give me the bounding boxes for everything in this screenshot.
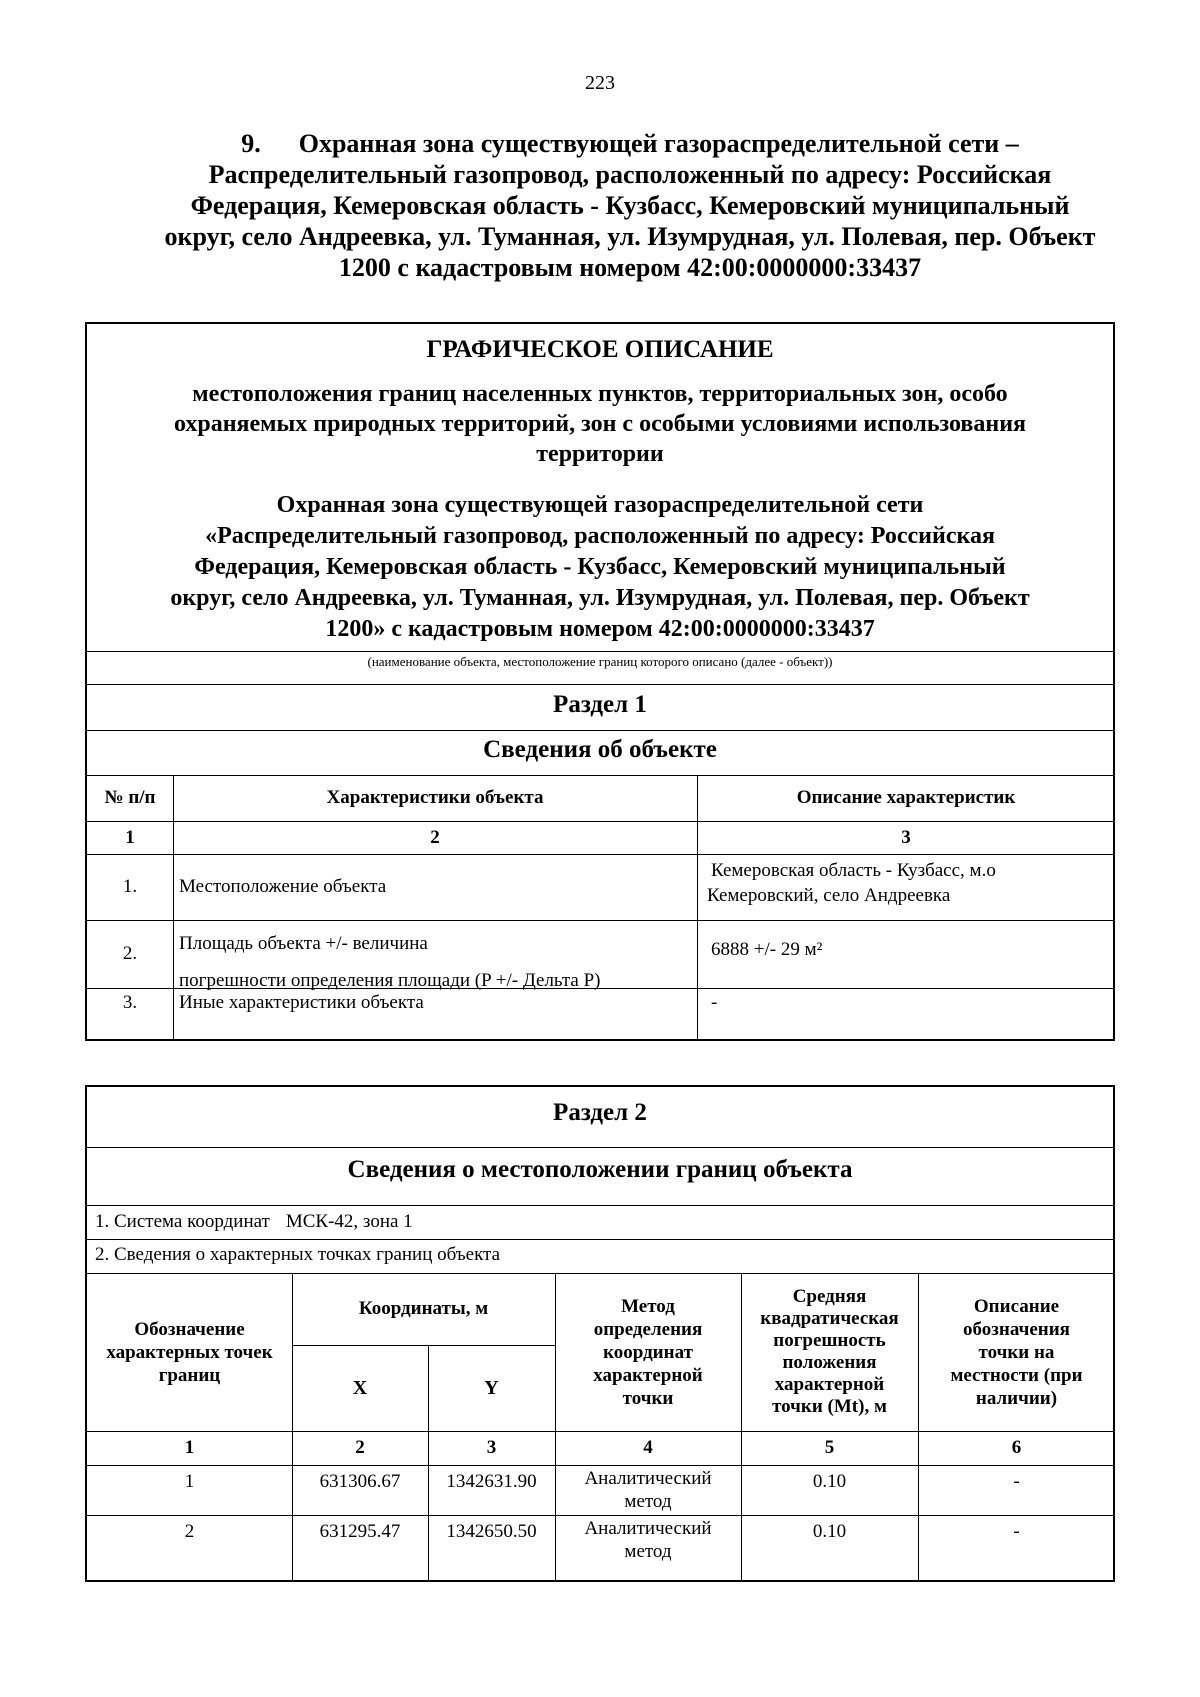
column-divider [428,1345,429,1582]
row-characteristic: Иные характеристики объекта [179,992,424,1013]
column-number: 2 [430,826,440,848]
coordinate-system-label: 1. Система координат [95,1211,270,1232]
divider [87,1239,1113,1240]
points-label: 2. Сведения о характерных точках границ объекта [95,1244,501,1265]
row-characteristic: Местоположение объекта [179,876,387,897]
heading-line-2: Распределительный газопровод, расположенный по адресу: Российская [208,160,1052,189]
header-x: X [352,1376,368,1399]
row-description-line: Кемеровский, село Андреевка [707,885,951,906]
column-divider [918,1273,919,1582]
coordinate-system-value: МСК-42, зона 1 [285,1211,413,1232]
section1-title: Раздел 1 [553,691,647,718]
row-description [707,858,996,908]
point-method-line: метод [624,1541,672,1562]
graphic-subtitle-line: местоположения границ населенных пунктов, территориальных зон, особо [192,381,1008,407]
point-number: 1 [184,1471,195,1492]
column-number: 5 [824,1437,835,1458]
header-method-line: характерной [593,1364,703,1386]
divider [87,1147,1113,1148]
column-divider [697,775,698,1041]
divider [87,651,1113,652]
column-divider [173,775,174,1041]
heading-line-1 [100,128,1160,159]
header-description: Описание характеристик [796,787,1016,808]
header-accuracy-line: Средняя [792,1286,867,1307]
graphic-subtitle-line: охраняемых природных территорий, зон с особыми условиями использования [173,411,1027,437]
header-accuracy [741,1273,918,1431]
header-method-line: определения [593,1318,703,1340]
column-number: 4 [643,1437,653,1458]
header-method [555,1273,741,1431]
header-description-line: обозначения [963,1318,1070,1340]
header-description-line: Описание [973,1295,1060,1317]
header-y: Y [484,1376,499,1399]
header-point-line: характерных точек [106,1341,273,1363]
graphic-subtitle [87,379,1113,469]
point-x: 631295.47 [319,1521,401,1542]
point-number: 2 [184,1521,195,1542]
row-number: 3. [122,992,138,1013]
heading-line-1-text: Охранная зона существующей газораспределительной сети – [298,129,1019,158]
point-mt: 0.10 [812,1471,847,1492]
point-y: 1342631.90 [446,1471,537,1492]
graphic-description-table [85,322,1115,1041]
document-heading [100,128,1160,283]
row-description-line: Кемеровская область - Кузбасс, м.о [711,860,996,881]
object-name-line: 1200» с кадастровым номером 42:00:0000000:33437 [325,616,875,642]
object-name-line: Охранная зона существующей газораспределительной сети [276,492,924,518]
header-method-line: координат [603,1341,693,1363]
column-divider [292,1273,293,1582]
header-point-description [918,1273,1115,1431]
point-method-line: метод [624,1491,672,1512]
heading-line-5: 1200 с кадастровым номером 42:00:0000000:33437 [338,253,922,282]
section2-subtitle: Сведения о местоположении границ объекта [347,1156,853,1183]
column-number: 1 [125,826,135,848]
column-number: 3 [486,1437,497,1458]
object-caption: (наименование объекта, местоположение границ которого описано (далее - объект)) [367,654,833,669]
point-method-line: Аналитический [584,1468,712,1489]
object-name-line: «Распределительный газопровод, расположенный по адресу: Российская [205,523,995,549]
row-characteristic-line: Площадь объекта +/- величина [179,933,428,954]
header-method-line: Метод [621,1295,675,1317]
heading-line-3: Федерация, Кемеровская область - Кузбасс, Кемеровский муниципальный [190,191,1070,220]
row-number: 2. [122,943,138,964]
column-number: 2 [355,1437,365,1458]
point-description: - [1013,1471,1020,1492]
point-mt: 0.10 [812,1521,847,1542]
coordinate-system [95,1211,413,1233]
column-number: 6 [1011,1437,1022,1458]
header-accuracy-line: квадратическая [760,1308,899,1329]
row-number: 1. [122,876,138,897]
point-method [555,1517,741,1563]
row-characteristic-line: погрешности определения площади (P +/- Дельта P) [179,970,601,991]
column-divider [555,1273,556,1582]
header-description-line: наличии) [975,1387,1058,1409]
graphic-title: ГРАФИЧЕСКОЕ ОПИСАНИЕ [426,336,774,363]
divider [87,684,1113,685]
header-accuracy-line: точки (Mt), м [772,1396,887,1417]
graphic-subtitle-line: территории [536,441,664,467]
row-description: - [711,992,718,1013]
header-coordinates: Координаты, м [358,1298,489,1319]
column-divider [741,1273,742,1582]
divider [87,1205,1113,1206]
header-point-line: Обозначение [134,1318,245,1340]
header-accuracy-line: характерной [774,1374,885,1395]
point-method-line: Аналитический [584,1518,712,1539]
object-name-line: округ, село Андреевка, ул. Туманная, ул. Изумрудная, ул. Полевая, пер. Объект [170,585,1030,611]
header-description-line: точки на [978,1341,1055,1363]
page-number: 223 [585,72,615,94]
header-description-line: местности (при [950,1364,1083,1386]
header-point-line: границ [158,1364,221,1386]
heading-number: 9. [241,129,261,158]
header-accuracy-line: положения [782,1352,877,1373]
point-x: 631306.67 [319,1471,401,1492]
header-method-line: точки [622,1387,674,1409]
object-name [87,490,1113,645]
object-name-line: Федерация, Кемеровская область - Кузбасс, Кемеровский муниципальный [194,554,1006,580]
column-number: 3 [901,826,911,848]
header-characteristics: Характеристики объекта [326,787,544,808]
divider [87,730,1113,731]
point-description: - [1013,1521,1020,1542]
header-number: № п/п [104,787,156,808]
point-method [555,1467,741,1513]
column-number: 1 [184,1437,195,1458]
header-accuracy-line: погрешность [773,1330,886,1351]
point-y: 1342650.50 [446,1521,537,1542]
section1-subtitle: Сведения об объекте [483,736,717,763]
row-description: 6888 +/- 29 м² [711,939,823,960]
header-point [87,1273,292,1431]
section2-title: Раздел 2 [553,1099,647,1126]
heading-line-4: округ, село Андреевка, ул. Туманная, ул. Изумрудная, ул. Полевая, пер. Объект [164,222,1096,251]
boundary-points-table [85,1085,1115,1582]
